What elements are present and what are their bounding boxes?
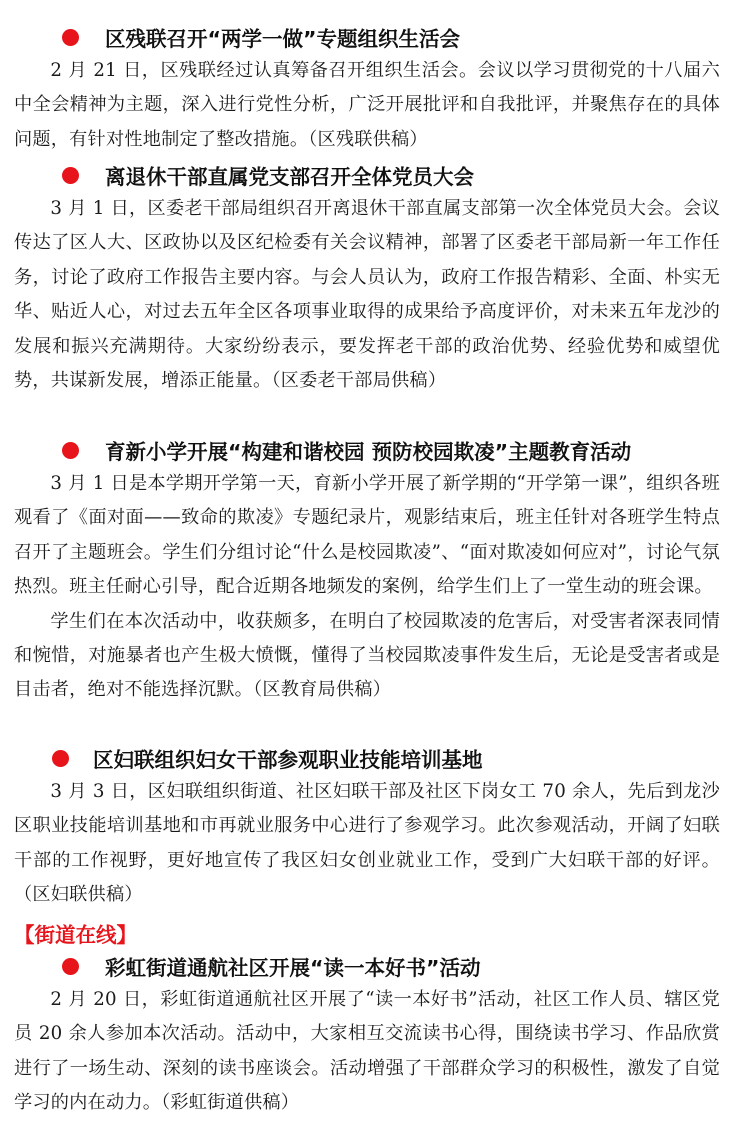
article-title: 区残联召开“两学一做”专题组织生活会: [105, 27, 460, 51]
article-heading: [14, 158, 720, 192]
article-disabled-federation: [14, 20, 720, 157]
article-paragraph: 3 月 3 日，区妇联组织街道、社区妇联干部及社区下岗女工 70 余人，先后到龙沙区职业技能培训基地和市再就业服务中心进行了参观学习。此次参观活动，开阔了妇联干部的工作视野，更好地宣传了我区妇女创业就业工作，受到广大妇联干部的好评。（区妇联供稿）: [14, 781, 720, 906]
article-paragraph: 3 月 1 日，区委老干部局组织召开离退休干部直属支部第一次全体党员大会。会议传达了区人大、区政协以及区纪检委有关会议精神，部署了区委老干部局新一年工作任务，讨论了政府工作报告主要内容。与会人员认为，政府工作报告精彩、全面、朴实无华、贴近人心，对过去五年全区各项事业取得的成果给予高度评价，对未来五年龙沙的发展和振兴充满期待。大家纷纷表示，要发挥老干部的政治优势、经验优势和威望优势，共谋新发展，增添正能量。（区委老干部局供稿）: [14, 198, 720, 392]
article-heading: [14, 433, 720, 467]
article-paragraph: 3 月 1 日是本学期开学第一天，育新小学开展了新学期的“开学第一课”，组织各班观看了《面对面——致命的欺凌》专题纪录片，观影结束后，班主任针对各班学生特点召开了主题班会。学生们分组讨论“什么是校园欺凌”、“面对欺凌如何应对”，讨论气氛热烈。班主任耐心引导，配合近期各地频发的案例，给学生们上了一堂生动的班会课。: [14, 473, 720, 598]
red-bullet-icon: [62, 442, 79, 459]
article-paragraph: 2 月 20 日，彩虹街道通航社区开展了“读一本好书”活动，社区工作人员、辖区党员 20 余人参加本次活动。活动中，大家相互交流读书心得，围绕读书学习、作品欣赏进行了一场生动、深刻的读书座谈会。活动增强了干部群众学习的积极性，激发了自觉学习的内在动力。（彩虹街道供稿）: [14, 989, 720, 1114]
article-title: 育新小学开展“构建和谐校园 预防校园欺凌”主题教育活动: [105, 440, 632, 464]
article-womens-federation: [14, 741, 720, 913]
article-heading: [14, 741, 720, 775]
section-heading-street-online: 【街道在线】: [14, 923, 137, 947]
article-paragraph: 2 月 21 日，区残联经过认真筹备召开组织生活会。会议以学习贯彻党的十八届六中全会精神为主题，深入进行党性分析，广泛开展批评和自我批评，并聚焦存在的具体问题，有针对性地制定了整改措施。（区残联供稿）: [14, 60, 720, 150]
red-bullet-icon: [62, 958, 79, 975]
article-retired-cadres: [14, 158, 720, 398]
article-reading-activity: [14, 949, 720, 1121]
article-heading: [14, 20, 720, 54]
red-bullet-icon: [62, 29, 79, 46]
article-title: 区妇联组织妇女干部参观职业技能培训基地: [93, 748, 483, 772]
article-yuxin-school: [14, 433, 720, 708]
red-bullet-icon: [52, 750, 69, 767]
article-paragraph: 学生们在本次活动中，收获颇多，在明白了校园欺凌的危害后，对受害者深表同情和惋惜，对施暴者也产生极大愤慨，懂得了当校园欺凌事件发生后，无论是受害者或是目击者，绝对不能选择沉默。（区教育局供稿）: [14, 610, 720, 701]
article-title: 离退休干部直属党支部召开全体党员大会: [105, 165, 474, 189]
red-bullet-icon: [62, 167, 79, 184]
article-title: 彩虹街道通航社区开展“读一本好书”活动: [105, 956, 481, 980]
article-heading: [14, 949, 720, 983]
